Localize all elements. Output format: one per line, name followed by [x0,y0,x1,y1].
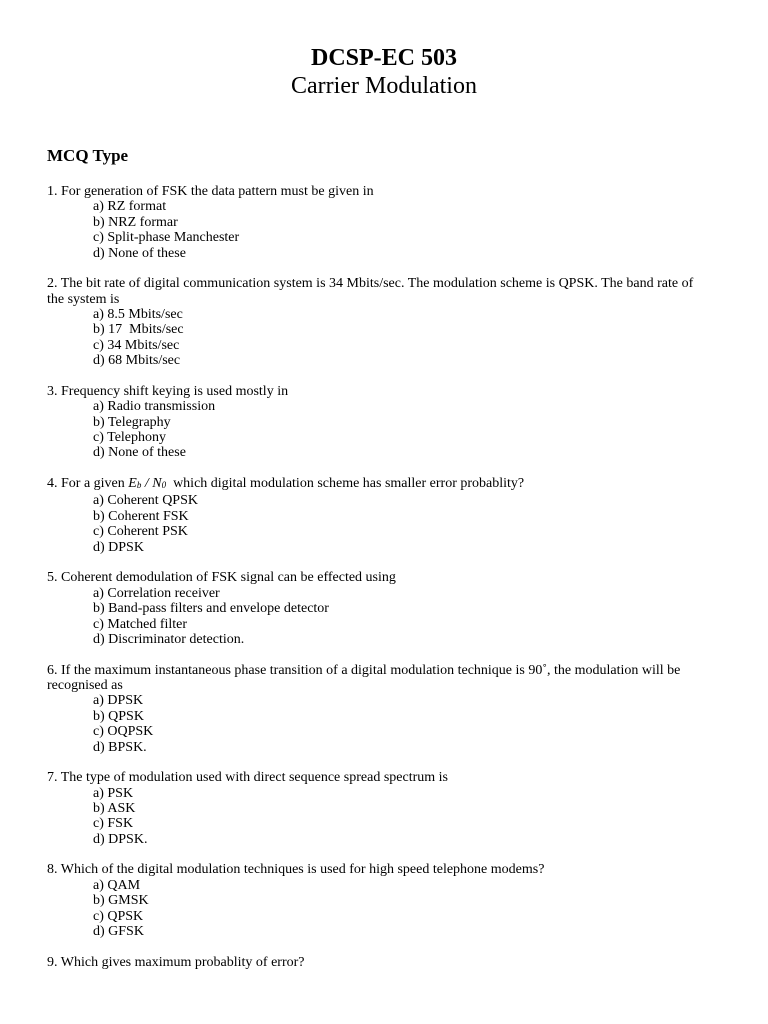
option-c: c) Split-phase Manchester [93,230,240,246]
stem-prefix: 4. For a given [47,476,129,492]
option-b: b) Band-pass filters and envelope detector [93,601,329,617]
question-1 [47,184,707,261]
question-list [47,184,707,985]
option-d: d) BPSK. [93,739,147,755]
option-b: b) 17 Mbits/sec [93,322,184,338]
option-c: c) 34 Mbits/sec [93,337,180,353]
question-7 [47,770,707,847]
question-stem [47,476,707,493]
option-a: a) Coherent QPSK [93,493,198,509]
option-a: a) Radio transmission [93,399,216,415]
question-6 [47,663,707,755]
document-subtitle: Carrier Modulation [291,73,477,99]
question-4 [47,476,707,555]
n0-subscript: 0 [161,480,167,491]
option-b: b) NRZ formar [93,214,178,230]
option-c: c) OQPSK [93,724,154,740]
option-c: c) Matched filter [93,616,188,632]
question-5 [47,570,707,647]
question-stem: 8. Which of the digital modulation techniques is used for high speed telephone modems? [47,862,545,878]
question-stem: 1. For generation of FSK the data pattern must be given in [47,184,374,199]
option-c: c) FSK [93,816,134,832]
ratio-separator: / [141,476,153,492]
question-3 [47,384,707,461]
option-a: a) DPSK [93,693,144,709]
eb-symbol [128,476,141,491]
option-a: a) RZ format [93,199,167,215]
question-8 [47,862,707,939]
option-d: d) Discriminator detection. [93,631,245,647]
n0-letter: N [152,476,162,492]
document-title: DCSP-EC 503 [310,45,457,71]
option-c: c) Coherent PSK [93,524,188,540]
option-a: a) Correlation receiver [93,585,220,601]
question-stem: 9. Which gives maximum probablity of error? [47,954,305,970]
n0-symbol [152,476,166,491]
option-c: c) QPSK [93,908,144,924]
option-c: c) Telephony [93,430,167,446]
option-d: d) None of these [93,445,186,461]
question-stem: 2. The bit rate of digital communication system is 34 Mbits/sec. The modulation scheme is QPSK. The band rate of the system is [47,276,694,307]
option-b: b) QPSK [93,708,144,724]
question-stem: 3. Frequency shift keying is used mostly in [47,383,289,399]
option-d: d) None of these [93,245,186,261]
option-b: b) Telegraphy [93,414,171,430]
question-9 [47,955,707,970]
stem-suffix: which digital modulation scheme has smaller error probablity? [166,476,525,492]
eb-letter: E [128,476,137,492]
question-stem: 5. Coherent demodulation of FSK signal can be effected using [47,570,396,586]
option-a: a) 8.5 Mbits/sec [93,307,183,323]
question-2 [47,276,707,368]
option-d: d) DPSK. [93,831,148,847]
option-b: b) Coherent FSK [93,508,189,524]
section-heading: MCQ Type [47,146,129,165]
option-a: a) PSK [93,785,134,801]
option-d: d) DPSK [93,539,144,555]
option-d: d) 68 Mbits/sec [93,353,181,369]
eb-subscript: b [136,480,142,491]
question-stem: 7. The type of modulation used with direct sequence spread spectrum is [47,770,448,786]
option-d: d) GFSK [93,923,144,939]
question-stem: 6. If the maximum instantaneous phase transition of a digital modulation technique is 90˚, the modulation will be recognised as [47,662,681,693]
option-a: a) QAM [93,877,141,893]
option-b: b) ASK [93,800,136,816]
option-b: b) GMSK [93,893,149,909]
